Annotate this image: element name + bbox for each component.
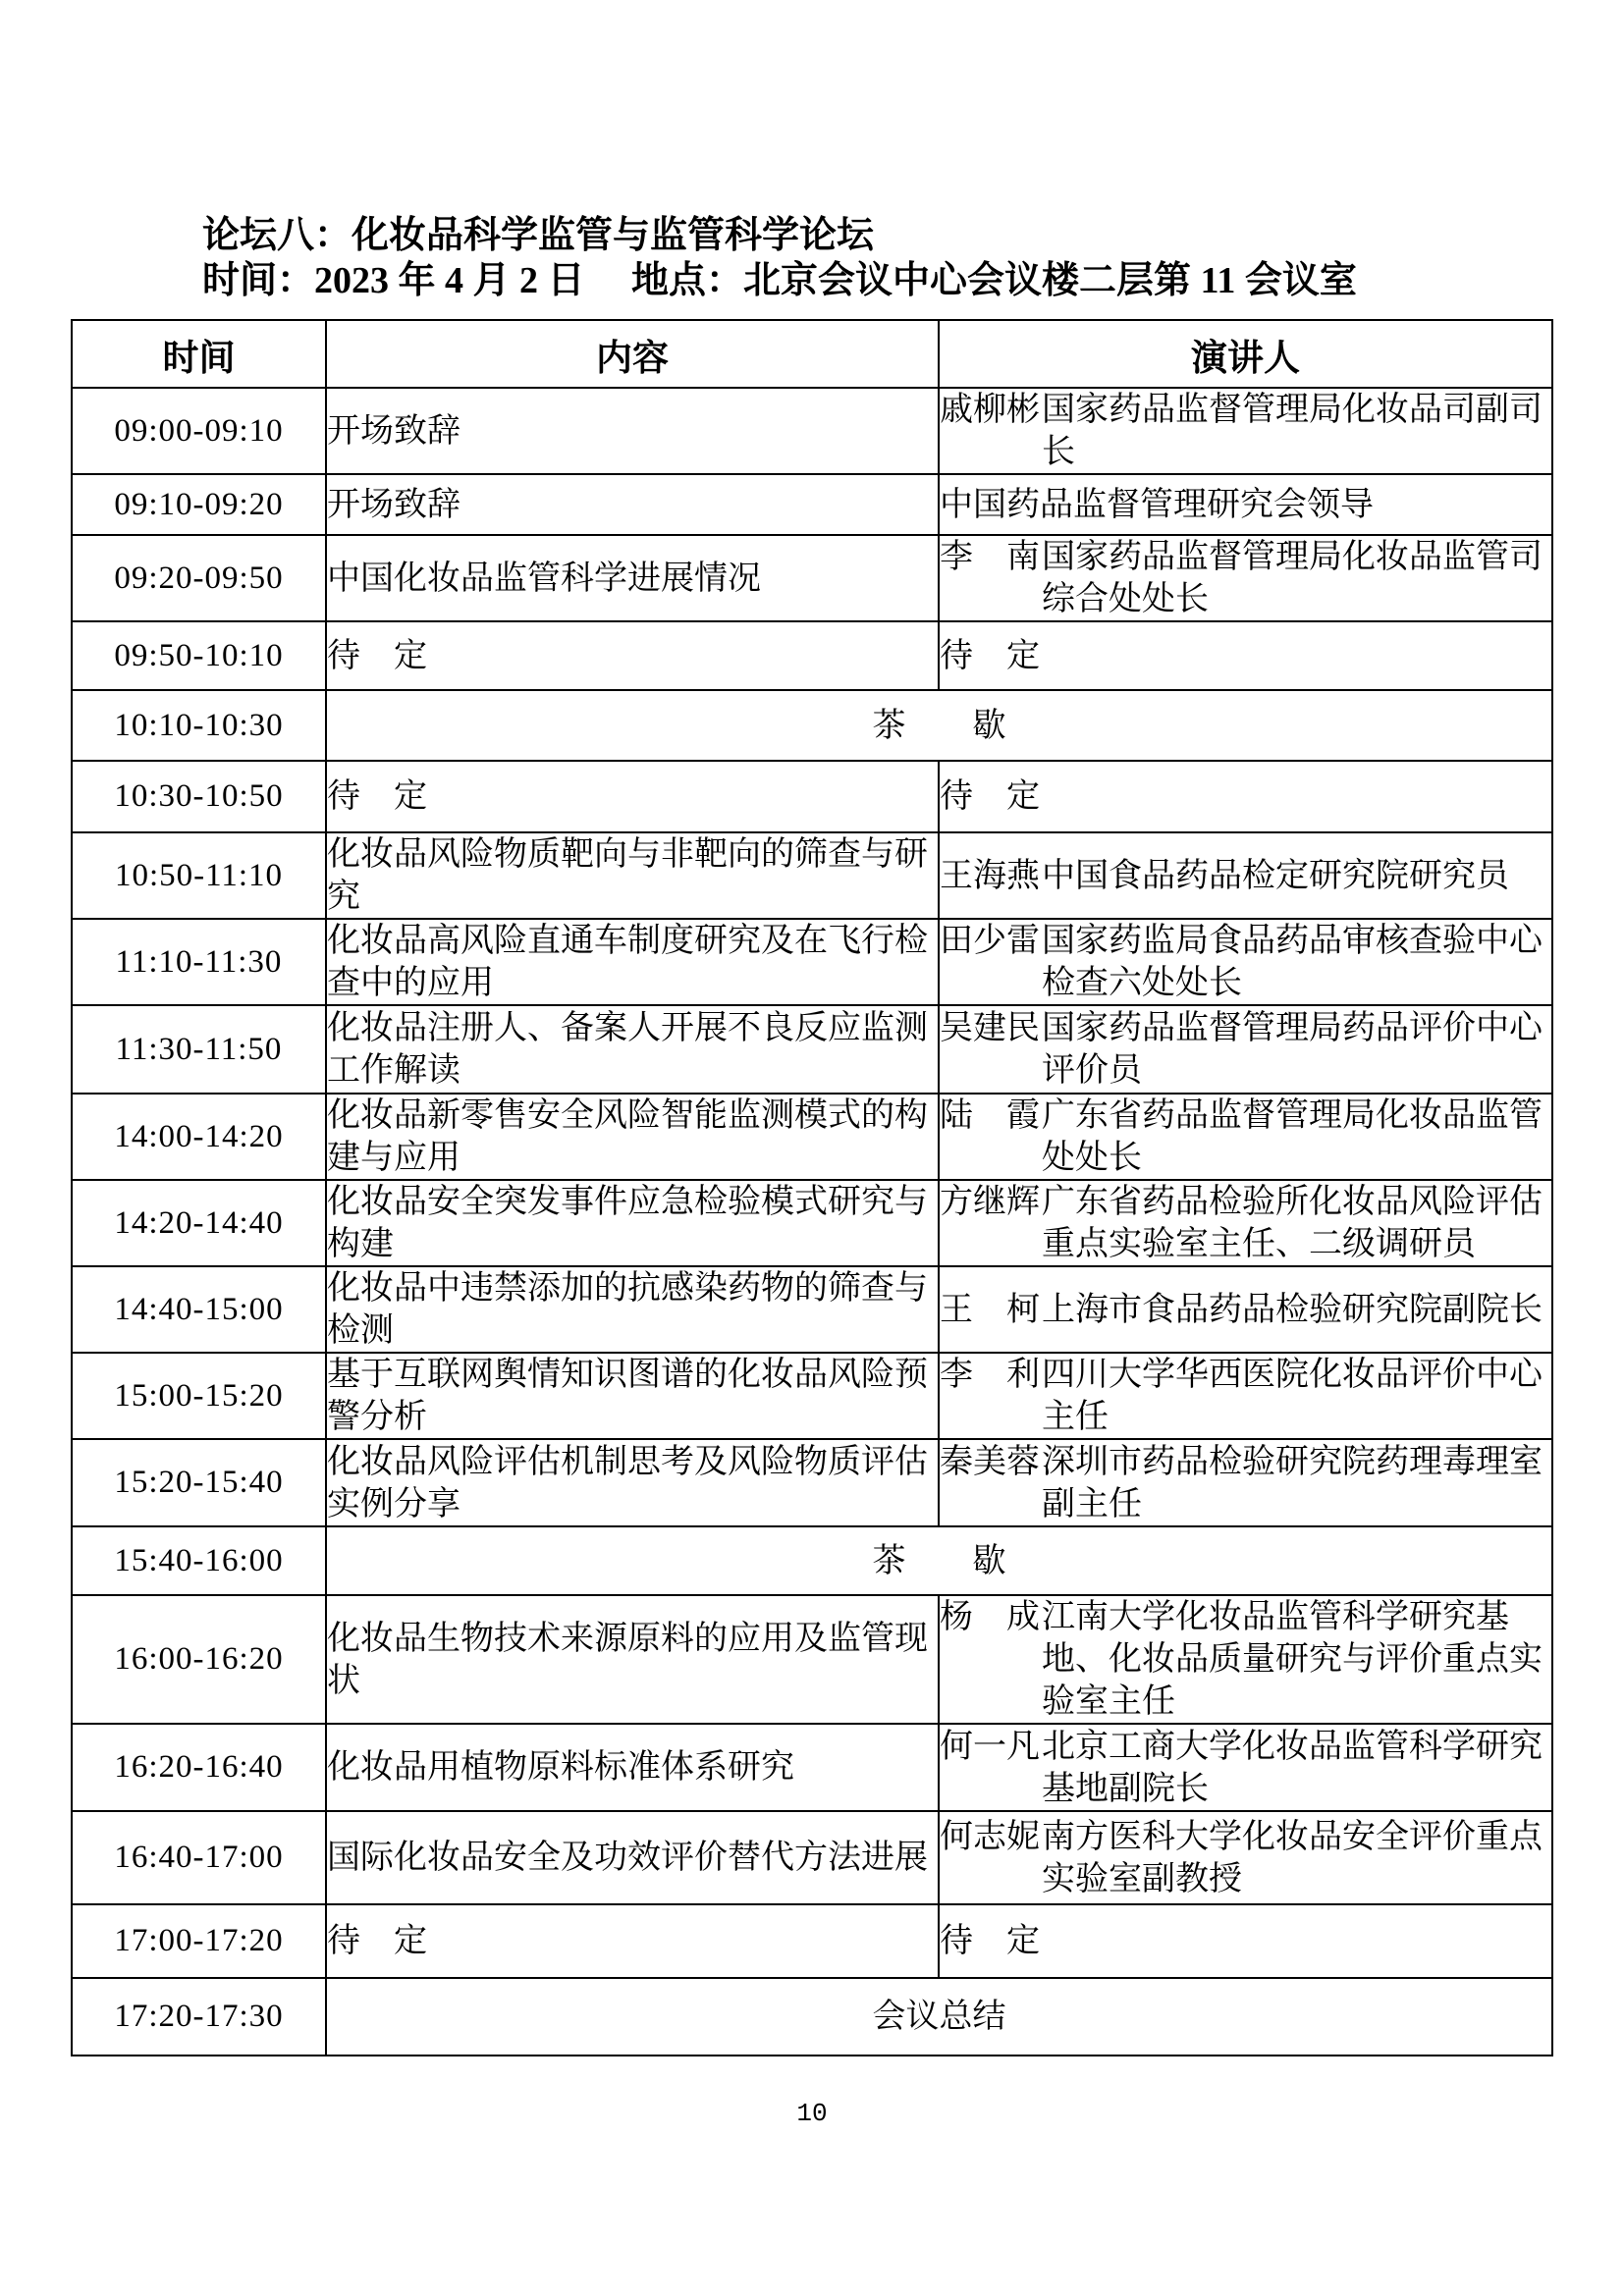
table-row [72,1094,1552,1180]
content-cell: 国际化妆品安全及功效评价替代方法进展 [326,1811,939,1904]
speaker [940,635,1551,677]
speaker-name: 戚柳彬 [940,392,1040,428]
speaker-title: 江南大学化妆品监管科学研究基地、化妆品质量研究与评价重点实验室主任 [1042,1599,1543,1720]
speaker-title: 深圳市药品检验研究院药理毒理室副主任 [1042,1443,1543,1522]
speaker-title: 中国食品药品检定研究院研究员 [1042,857,1509,894]
speaker-name: 待 定 [940,1923,1040,1959]
content-cell: 开场致辞 [326,474,939,535]
time-cell: 11:30-11:50 [72,1005,326,1094]
speaker-cell [939,388,1552,474]
merged-session-cell: 会议总结 [326,1978,1552,2056]
time-cell: 10:10-10:30 [72,690,326,761]
content-cell: 化妆品生物技术来源原料的应用及监管现状 [326,1595,939,1724]
content-cell: 待 定 [326,761,939,832]
speaker-title: 四川大学华西医院化妆品评价中心主任 [1042,1357,1543,1435]
speaker [940,1007,1551,1092]
speaker-cell [939,535,1552,621]
schedule-table [71,319,1553,2056]
table-row [72,1266,1552,1353]
speaker-cell [939,1439,1552,1526]
speaker [940,1920,1551,1962]
speaker-name: 王海燕 [940,857,1040,894]
speaker [940,1816,1551,1900]
speaker [940,1354,1551,1438]
merged-session-cell: 茶 歇 [326,1526,1552,1595]
speaker-title: 中国药品监督管理研究会领导 [940,486,1374,523]
speaker [940,920,1551,1004]
time-cell: 15:00-15:20 [72,1353,326,1439]
content-cell: 化妆品高风险直通车制度研究及在飞行检查中的应用 [326,919,939,1005]
speaker-title: 国家药品监督管理局化妆品监管司综合处处长 [1042,539,1543,617]
time-cell: 15:20-15:40 [72,1439,326,1526]
table-row [72,1724,1552,1811]
content-cell: 待 定 [326,621,939,690]
speaker-name: 王 柯 [940,1291,1040,1328]
time-cell: 16:20-16:40 [72,1724,326,1811]
merged-session-cell: 茶 歇 [326,690,1552,761]
time-cell: 09:10-09:20 [72,474,326,535]
speaker-name: 陆 霞 [940,1097,1040,1134]
time-cell: 17:00-17:20 [72,1904,326,1978]
speaker-name: 杨 成 [940,1599,1040,1635]
content-cell: 化妆品安全突发事件应急检验模式研究与构建 [326,1180,939,1266]
time-cell: 14:40-15:00 [72,1266,326,1353]
table-row [72,474,1552,535]
speaker-cell [939,1266,1552,1353]
content-cell: 化妆品新零售安全风险智能监测模式的构建与应用 [326,1094,939,1180]
speaker-name: 待 定 [940,778,1040,815]
speaker [940,1181,1551,1265]
content-cell: 化妆品中违禁添加的抗感染药物的筛查与检测 [326,1266,939,1353]
speaker-name: 方继辉 [940,1184,1040,1220]
table-row [72,388,1552,474]
speaker-name: 秦美蓉 [940,1443,1040,1480]
speaker [940,389,1551,473]
speaker-title: 国家药监局食品药品审核查验中心检查六处处长 [1042,923,1543,1001]
table-row [72,1595,1552,1724]
header-content: 内容 [326,320,939,388]
time-cell: 10:50-11:10 [72,832,326,919]
content-cell: 开场致辞 [326,388,939,474]
speaker-name: 田少雷 [940,923,1040,959]
speaker [940,1596,1551,1723]
speaker-cell [939,832,1552,919]
speaker [940,536,1551,620]
document-body [71,214,1551,2056]
content-cell: 化妆品用植物原料标准体系研究 [326,1724,939,1811]
table-row [72,1353,1552,1439]
content-cell: 化妆品注册人、备案人开展不良反应监测工作解读 [326,1005,939,1094]
forum-datetime-location: 时间：2023 年 4 月 2 日 地点：北京会议中心会议楼二层第 11 会议室 [202,260,1357,301]
content-cell: 基于互联网舆情知识图谱的化妆品风险预警分析 [326,1353,939,1439]
time-cell: 14:00-14:20 [72,1094,326,1180]
speaker-cell [939,1904,1552,1978]
speaker-cell [939,1724,1552,1811]
forum-title: 论坛八：化妆品科学监管与监管科学论坛 [202,215,875,256]
content-cell: 待 定 [326,1904,939,1978]
header-time: 时间 [72,320,326,388]
table-header-row [72,320,1552,388]
speaker-cell [939,1595,1552,1724]
speaker-title: 广东省药品检验所化妆品风险评估重点实验室主任、二级调研员 [1042,1184,1543,1262]
time-cell: 15:40-16:00 [72,1526,326,1595]
speaker-name: 何志妮 [940,1818,1040,1855]
time-cell: 16:00-16:20 [72,1595,326,1724]
speaker-title: 国家药品监督管理局药品评价中心评价员 [1042,1010,1543,1089]
speaker-name: 李 利 [940,1357,1040,1393]
speaker-title: 上海市食品药品检验研究院副院长 [1042,1291,1543,1328]
table-row [72,621,1552,690]
speaker-cell [939,1353,1552,1439]
content-cell: 中国化妆品监管科学进展情况 [326,535,939,621]
table-row [72,535,1552,621]
speaker-title: 国家药品监督管理局化妆品司副司长 [1042,392,1543,470]
time-cell: 11:10-11:30 [72,919,326,1005]
speaker-title: 南方医科大学化妆品安全评价重点实验室副教授 [1042,1818,1543,1897]
speaker-cell [939,1005,1552,1094]
time-cell: 16:40-17:00 [72,1811,326,1904]
table-row [72,1526,1552,1595]
table-row [72,1978,1552,2056]
table-row [72,690,1552,761]
table-row [72,1439,1552,1526]
speaker-cell [939,919,1552,1005]
title-block [202,214,1551,303]
speaker-name: 何一凡 [940,1728,1040,1765]
speaker-name: 李 南 [940,539,1040,575]
speaker-cell [939,474,1552,535]
speaker [940,1726,1551,1810]
content-cell: 化妆品风险物质靶向与非靶向的筛查与研究 [326,832,939,919]
table-row [72,1180,1552,1266]
speaker [940,775,1551,818]
table-row [72,919,1552,1005]
speaker-name: 吴建民 [940,1010,1040,1046]
speaker [940,1441,1551,1525]
time-cell: 10:30-10:50 [72,761,326,832]
time-cell: 17:20-17:30 [72,1978,326,2056]
table-row [72,1811,1552,1904]
page-number: 10 [796,2099,828,2128]
time-cell: 09:00-09:10 [72,388,326,474]
speaker-name: 待 定 [940,637,1040,674]
table-row [72,832,1552,919]
speaker [940,484,1551,526]
speaker-cell [939,761,1552,832]
speaker [940,1289,1551,1331]
time-cell: 09:20-09:50 [72,535,326,621]
time-cell: 09:50-10:10 [72,621,326,690]
table-row [72,1904,1552,1978]
table-row [72,761,1552,832]
speaker [940,1095,1551,1179]
speaker-title: 北京工商大学化妆品监管科学研究基地副院长 [1042,1728,1543,1807]
table-row [72,1005,1552,1094]
speaker-title: 广东省药品监督管理局化妆品监管处处长 [1042,1097,1543,1176]
speaker-cell [939,1180,1552,1266]
speaker [940,855,1551,897]
speaker-cell [939,621,1552,690]
header-speaker: 演讲人 [939,320,1552,388]
speaker-cell [939,1094,1552,1180]
content-cell: 化妆品风险评估机制思考及风险物质评估实例分享 [326,1439,939,1526]
speaker-cell [939,1811,1552,1904]
time-cell: 14:20-14:40 [72,1180,326,1266]
